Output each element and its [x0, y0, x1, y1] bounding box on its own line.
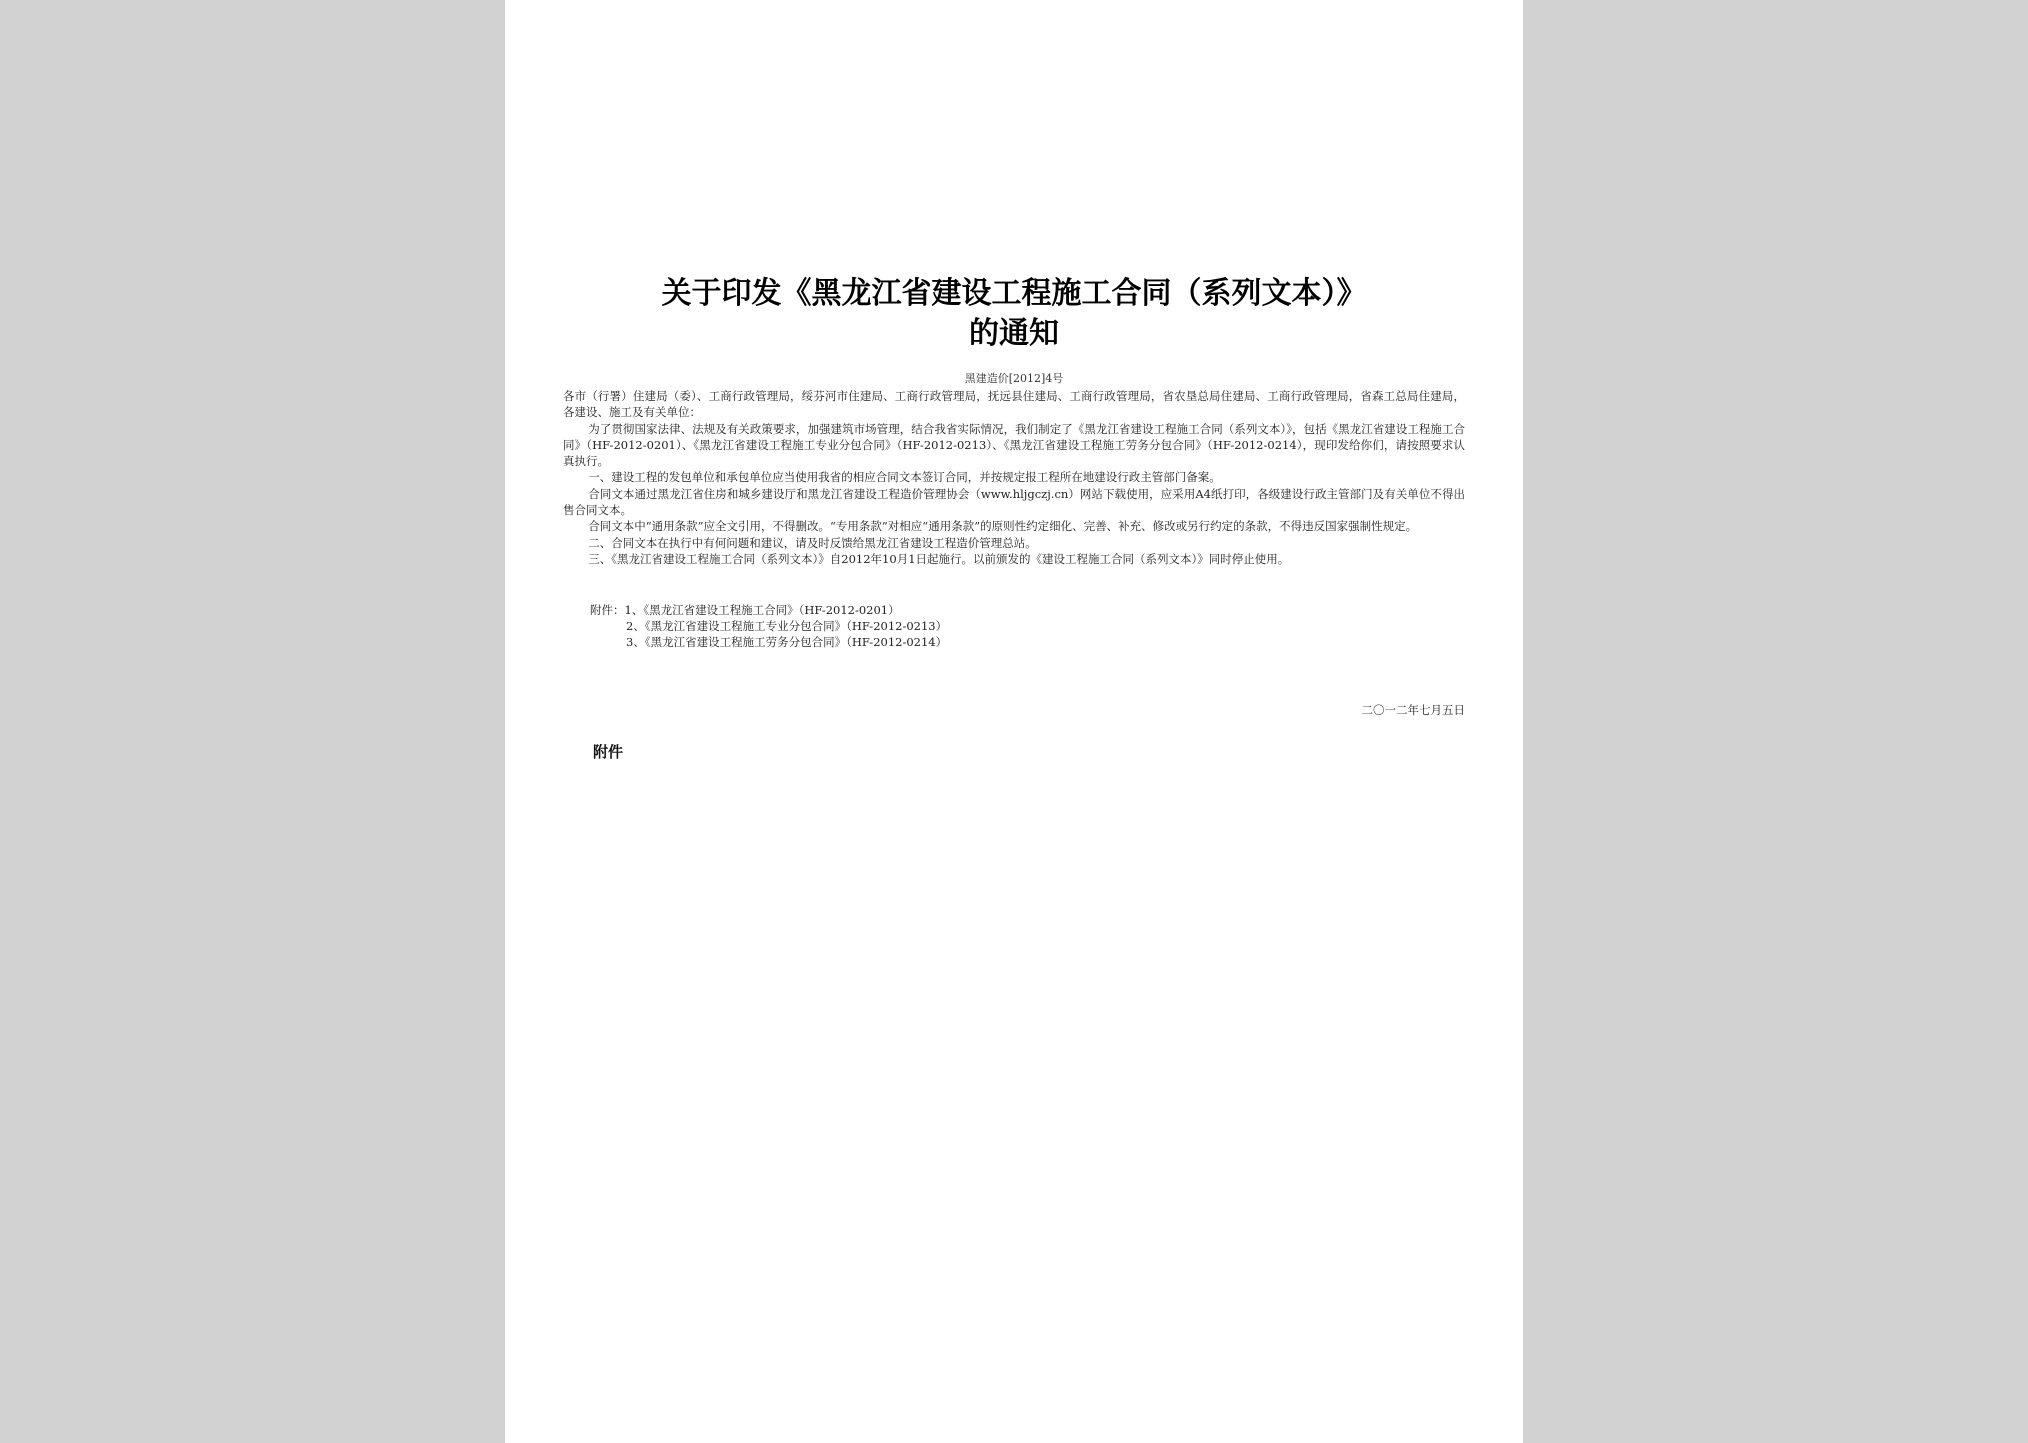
- attachment-item: 附件：1、《黑龙江省建设工程施工合同》（HF-2012-0201）: [590, 603, 900, 617]
- document-title-line-2: 的通知: [969, 316, 1059, 351]
- addressee: 各市（行署）住建局（委）、工商行政管理局，绥芬河市住建局、工商行政管理局，抚远县住建局、工商行政管理局，省农垦总局住建局、工商行政管理局，省森工总局住建局，各建设、施工及有关单位：: [563, 389, 1465, 420]
- intro-paragraph: 为了贯彻国家法律、法规及有关政策要求，加强建筑市场管理，结合我省实际情况，我们制定了《黑龙江省建设工程施工合同（系列文本）》，包括《黑龙江省建设工程施工合同》（HF-2012-0201）、《黑龙江省建设工程施工专业分包合同》（HF-2012-0213）、《黑龙江省建设工程施工劳务分包合同》（HF-2012-0214），现印发给你们，请按照要求认真执行。: [563, 421, 1465, 469]
- item-three: 三、《黑龙江省建设工程施工合同（系列文本）》自2012年10月1日起施行。以前颁发的《建设工程施工合同（系列文本）》同时停止使用。: [588, 551, 1290, 566]
- document-body: [563, 388, 1465, 567]
- document-title-line-1: 关于印发《黑龙江省建设工程施工合同（系列文本）》: [661, 276, 1367, 311]
- document-page: [505, 0, 1523, 1443]
- item-one: 一、建设工程的发包单位和承包单位应当使用我省的相应合同文本签订合同，并按规定报工程所在地建设行政主管部门备案。: [588, 470, 1221, 485]
- item-one-clause-paragraph: 合同文本中“通用条款”应全文引用，不得删改。“专用条款”对相应“通用条款”的原则性约定细化、完善、补充、修改或另行约定的条款，不得违反国家强制性规定。: [588, 519, 1418, 534]
- attachment-item: 2、《黑龙江省建设工程施工专业分包合同》（HF-2012-0213）: [626, 619, 948, 633]
- attachment-list: [590, 602, 947, 650]
- attachment-item: 3、《黑龙江省建设工程施工劳务分包合同》（HF-2012-0214）: [626, 635, 948, 649]
- issue-date: 二〇一二年七月五日: [1361, 703, 1465, 717]
- item-two: 二、合同文本在执行中有何问题和建议，请及时反馈给黑龙江省建设工程造价管理总站。: [588, 535, 1037, 550]
- document-number: 黑建造价[2012]4号: [964, 372, 1064, 385]
- appendix-label: 附件: [593, 743, 624, 761]
- item-one-download-paragraph: 合同文本通过黑龙江省住房和城乡建设厅和黑龙江省建设工程造价管理协会（www.hljgczj.cn）网站下载使用，应采用A4纸打印，各级建设行政主管部门及有关单位不得出售合同文本。: [563, 486, 1465, 518]
